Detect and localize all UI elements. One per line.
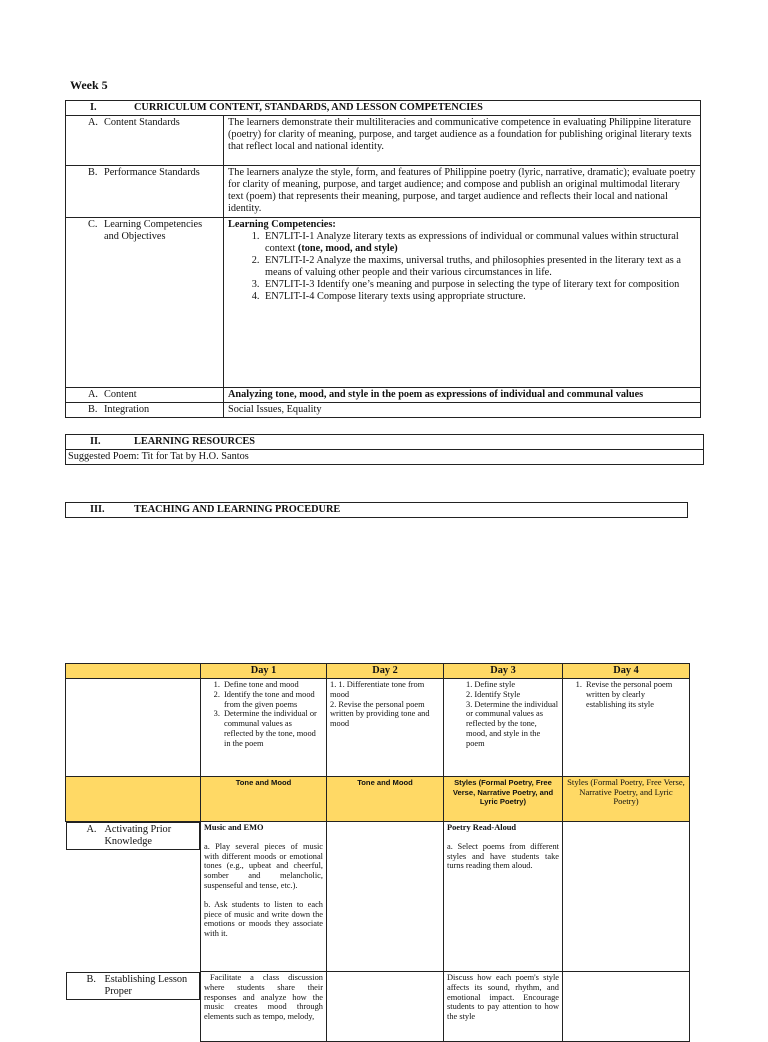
objective-item: 1. Define style bbox=[466, 680, 516, 689]
day3-establishing: Discuss how each poem's style affects its sound, rhythm, and emotional impact. Encourage students to pay attention to how the style bbox=[444, 972, 563, 1042]
section1-title: CURRICULUM CONTENT, STANDARDS, AND LESSON COMPETENCIES bbox=[134, 102, 483, 113]
objectives-label bbox=[66, 679, 201, 777]
activity-step: b. Ask students to listen to each piece of music and write down the emotions or moods they associate with it. bbox=[204, 899, 323, 939]
integration-label: B. Integration bbox=[66, 403, 224, 418]
activity-step: a. Select poems from different styles and have students take turns reading them aloud. bbox=[447, 841, 559, 871]
day4-topic: Styles (Formal Poetry, Free Verse, Narrative Poetry, and Lyric Poetry) bbox=[563, 777, 690, 822]
activating-prior-knowledge-label: A. Activating Prior Knowledge bbox=[66, 822, 201, 850]
section3-header bbox=[66, 503, 688, 518]
competency-item: 1. EN7LIT-I-1 Analyze literary texts as expressions of individual or communal values within structural context (tone, mood, and style) bbox=[262, 231, 696, 255]
curriculum-table bbox=[65, 100, 701, 418]
competency-item: 3. EN7LIT-I-3 Identify one’s meaning and purpose in selecting the type of literary text for composition bbox=[262, 279, 696, 291]
establishing-lesson-label: B. Establishing Lesson Proper bbox=[66, 972, 201, 1000]
performance-standards-text: The learners analyze the style, form, and features of Philippine poetry (lyric, narrative, dramatic); evaluate poetry for clarity of meaning, purpose, and target audience; and compose and publish an original multimodal literary text (poem) that represents their meaning, purpose, and target audience and reflects their local and national identity. bbox=[224, 166, 701, 218]
day4-objectives bbox=[563, 679, 690, 777]
learning-competencies-heading: Learning Competencies: bbox=[228, 219, 336, 230]
day4-header: Day 4 bbox=[563, 664, 690, 679]
content-standards-label: A. Content Standards bbox=[66, 116, 224, 166]
competency-list bbox=[228, 231, 696, 303]
section1-number: I. bbox=[90, 102, 97, 113]
day3-activating bbox=[444, 822, 563, 972]
activity-title: Music and EMO bbox=[204, 823, 264, 832]
day4-establishing bbox=[563, 972, 690, 1042]
day1-activating bbox=[201, 822, 327, 972]
objective-item: 2. Identify the tone and mood from the given poems bbox=[222, 690, 323, 710]
suggested-poem: Suggested Poem: Tit for Tat by H.O. Santos bbox=[66, 450, 704, 465]
objective-item: 3. Determine the individual or communal values as reflected by the tone, mood, and style in the poem bbox=[466, 699, 559, 748]
competency-item: 2. EN7LIT-I-2 Analyze the maxims, universal truths, and philosophies presented in the literary text as a means of valuing other people and their various circumstances in life. bbox=[262, 255, 696, 279]
day-header-blank bbox=[66, 664, 201, 679]
objective-item: 1. Revise the personal poem written by clearly establishing its style bbox=[584, 680, 686, 709]
section3-number: III. bbox=[90, 504, 105, 515]
section1-header bbox=[66, 101, 701, 116]
day2-topic: Tone and Mood bbox=[327, 777, 444, 822]
day3-topic: Styles (Formal Poetry, Free Verse, Narrative Poetry, and Lyric Poetry) bbox=[444, 777, 563, 822]
objective-item: 1. Define tone and mood bbox=[222, 680, 323, 690]
day2-establishing bbox=[327, 972, 444, 1042]
day4-activating bbox=[563, 822, 690, 972]
day1-header: Day 1 bbox=[201, 664, 327, 679]
activity-title: Poetry Read-Aloud bbox=[447, 823, 517, 832]
learning-resources-table bbox=[65, 434, 704, 465]
competency-item: 4. EN7LIT-I-4 Compose literary texts using appropriate structure. bbox=[262, 291, 696, 303]
content-standards-text: The learners demonstrate their multiliteracies and communicative competence in evaluating Philippine literature (poetry) for clarity of meaning, purpose, and target audience as a foundation for publishing original literary texts that reflect local and national identity. bbox=[224, 116, 701, 166]
learning-competencies-cell bbox=[224, 218, 701, 388]
day2-objectives bbox=[327, 679, 444, 777]
day1-establishing: Facilitate a class discussion where students share their responses and analyze how the music creates mood through elements such as tempo, melody, bbox=[201, 972, 327, 1042]
section2-number: II. bbox=[90, 436, 101, 447]
integration-text: Social Issues, Equality bbox=[224, 403, 701, 418]
day2-header: Day 2 bbox=[327, 664, 444, 679]
procedure-header-table bbox=[65, 502, 688, 518]
content-text: Analyzing tone, mood, and style in the poem as expressions of individual and communal values bbox=[224, 388, 701, 403]
section2-title: LEARNING RESOURCES bbox=[134, 436, 256, 447]
section3-title: TEACHING AND LEARNING PROCEDURE bbox=[134, 504, 341, 515]
objective-item: 2. Revise the personal poem written by providing tone and mood bbox=[330, 699, 430, 729]
learning-competencies-label: C. Learning Competencies and Objectives bbox=[66, 218, 224, 388]
day3-objectives bbox=[444, 679, 563, 777]
objective-item: 3. Determine the individual or communal values as reflected by the tone, mood in the poem bbox=[222, 709, 323, 748]
content-label: A. Content bbox=[66, 388, 224, 403]
day1-topic: Tone and Mood bbox=[201, 777, 327, 822]
day2-activating bbox=[327, 822, 444, 972]
objective-item: 2. Identify Style bbox=[466, 689, 521, 699]
day3-header: Day 3 bbox=[444, 664, 563, 679]
activity-step: a. Play several pieces of music with different moods or emotional tones (e.g., upbeat and cheerful, somber and melancholic, suspenseful and tense, etc.). bbox=[204, 841, 323, 890]
topic-label bbox=[66, 777, 201, 822]
week-label: Week 5 bbox=[70, 78, 108, 92]
day1-objectives bbox=[201, 679, 327, 777]
objective-item: 1. 1. Differentiate tone from mood bbox=[330, 680, 425, 699]
day-plan-table bbox=[65, 663, 690, 1042]
performance-standards-label: B. Performance Standards bbox=[66, 166, 224, 218]
section2-header bbox=[66, 435, 704, 450]
